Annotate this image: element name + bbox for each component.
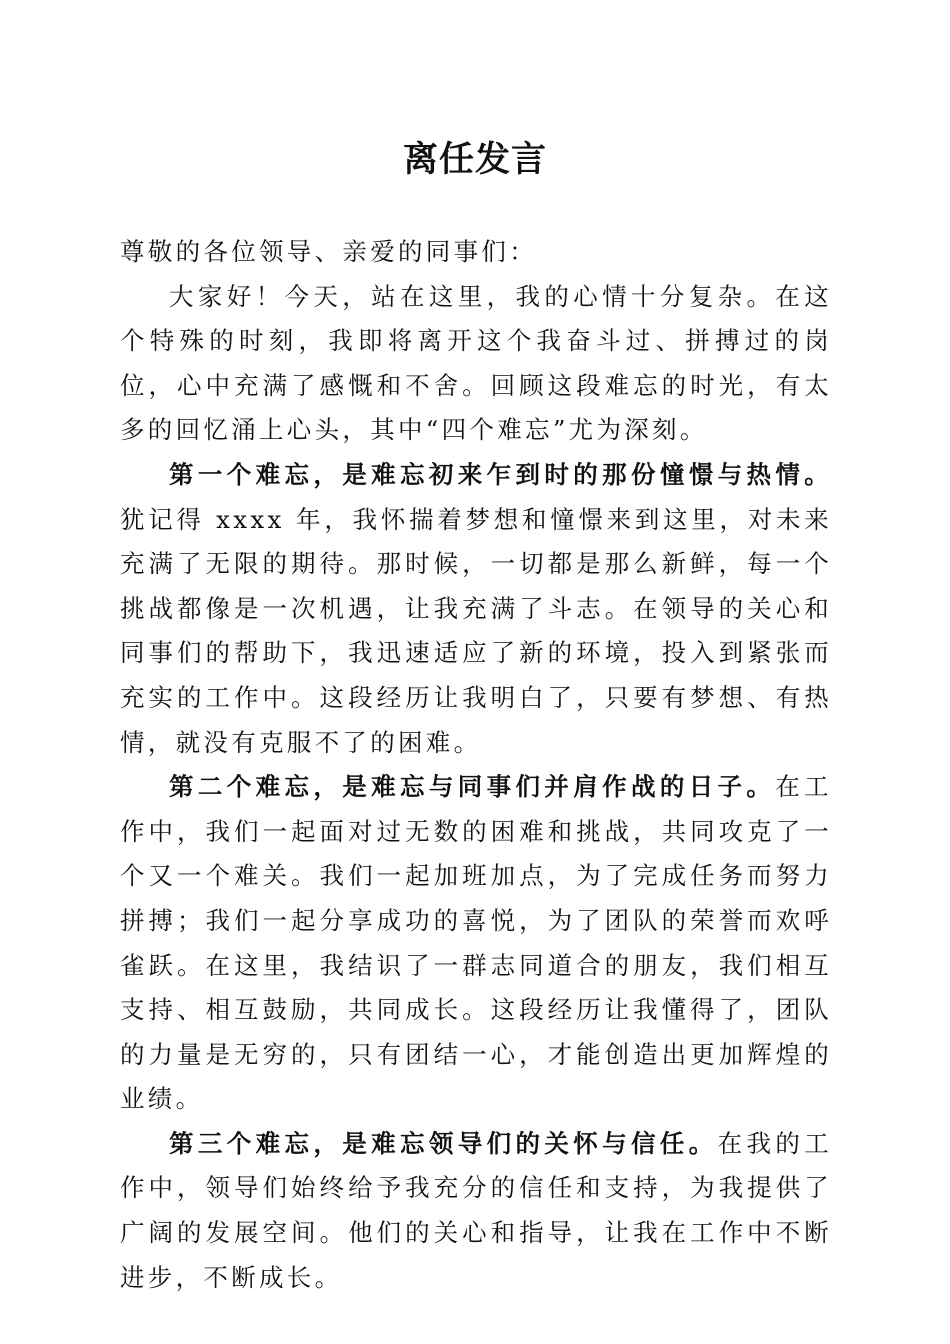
paragraph-lead: 第二个难忘，是难忘与同事们并肩作战的日子。 (169, 772, 776, 802)
page-title: 离任发言 (402, 139, 547, 180)
paragraph-intro (120, 275, 832, 453)
paragraph-lead: 第一个难忘，是难忘初来乍到时的那份憧憬与热情。 (169, 459, 832, 489)
paragraph-lead: 第三个难忘，是难忘领导们的关怀与信任。 (169, 1128, 718, 1158)
paragraph-text: 在我的工作中，领导们始终给予我充分的信任和支持，为我提供了广阔的发展空间。他们的关心和指导，让我在工作中不断进步，不断成长。 (120, 1128, 832, 1292)
paragraph-text: 大家好！今天，站在这里，我的心情十分复杂。在这个特殊的时刻，我即将离开这个我奋斗过、拼搏过的岗位，心中充满了感慨和不舍。回顾这段难忘的时光，有太多的回忆涌上心头，其中“四个难忘”尤为深刻。 (120, 281, 832, 445)
salutation: 尊敬的各位领导、亲爱的同事们： (120, 237, 537, 266)
paragraph-first-memory (120, 453, 832, 765)
speech-body (120, 230, 832, 1300)
paragraph-third-memory (120, 1122, 832, 1300)
paragraph-text: 犹记得 xxxx 年，我怀揣着梦想和憧憬来到这里，对未来充满了无限的期待。那时候，一切都是那么新鲜，每一个挑战都像是一次机遇，让我充满了斗志。在领导的关心和同事们的帮助下，我迅速适应了新的环境，投入到紧张而充实的工作中。这段经历让我明白了，只要有梦想、有热情，就没有克服不了的困难。 (120, 504, 832, 757)
paragraph-text: 在工作中，我们一起面对过无数的困难和挑战，共同攻克了一个又一个难关。我们一起加班加点，为了完成任务而努力拼搏；我们一起分享成功的喜悦，为了团队的荣誉而欢呼雀跃。在这里，我结识了一群志同道合的朋友，我们相互支持、相互鼓励，共同成长。这段经历让我懂得了，团队的力量是无穷的，只有团结一心，才能创造出更加辉煌的业绩。 (120, 772, 832, 1114)
paragraph-second-memory (120, 765, 832, 1122)
